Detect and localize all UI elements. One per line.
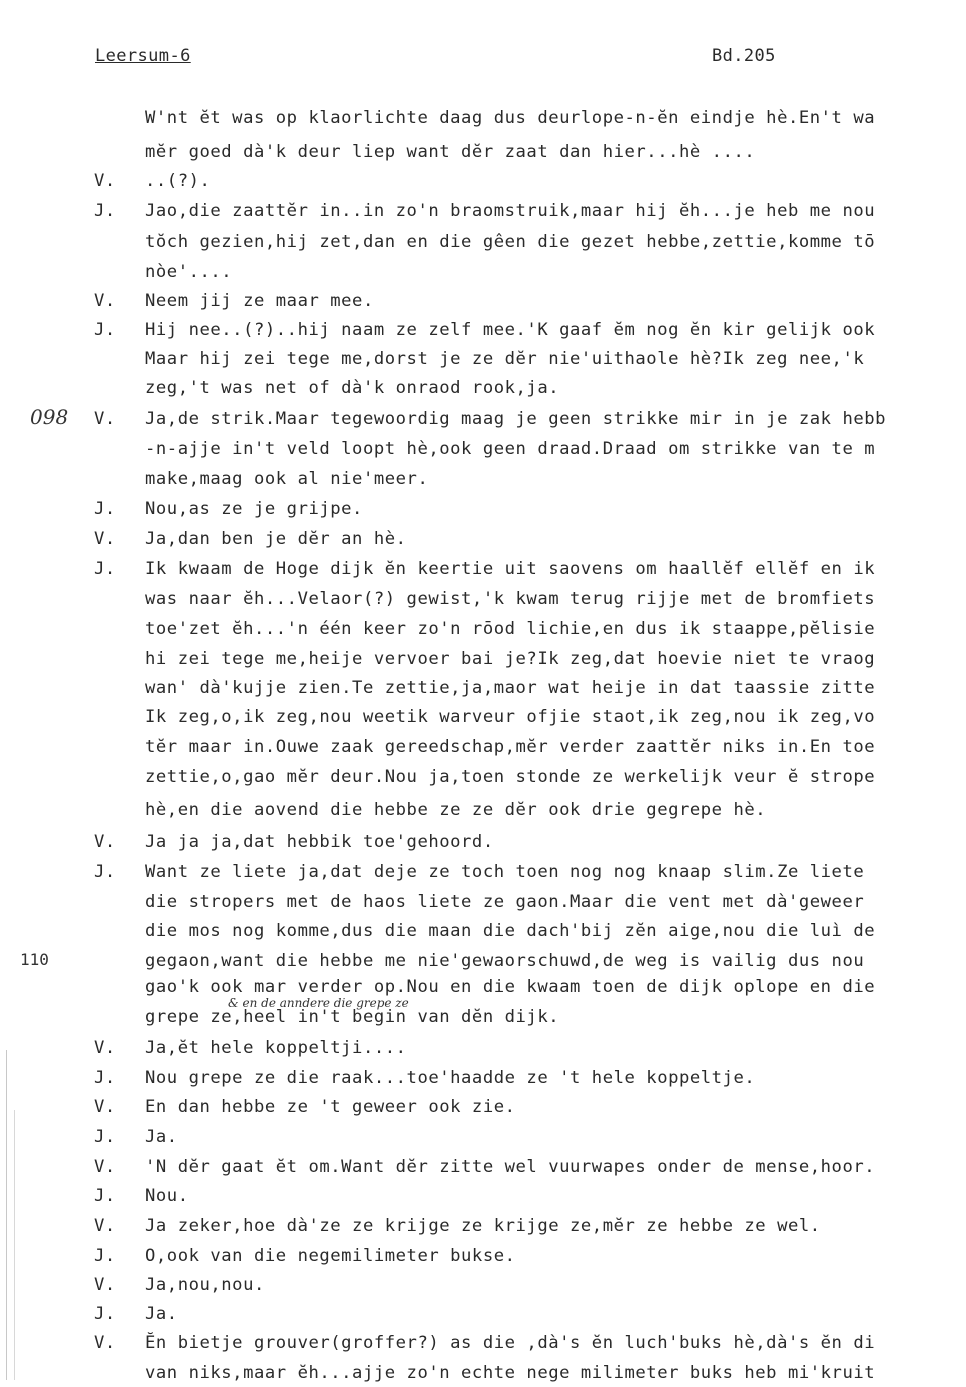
line-text: 'N dĕr gaat ĕt om.Want dĕr zitte wel vuurwapes onder de mense,hoor.	[145, 1157, 876, 1177]
line-text: W'nt ĕt was op klaorlichte daag dus deurlope-n-ĕn eindje hè.En't wa	[145, 108, 876, 128]
transcript-line	[0, 499, 966, 523]
transcript-line	[0, 862, 966, 886]
line-text: Ja.	[145, 1127, 178, 1147]
header-right-label: Bd.205	[712, 46, 776, 66]
line-text: zettie,o,gao mĕr deur.Nou ja,toen stonde ze werkelijk veur ĕ strope	[145, 767, 876, 787]
transcript-line	[0, 767, 966, 791]
transcript-line	[0, 1068, 966, 1092]
transcript-line	[0, 1097, 966, 1121]
line-text: Jao,die zaattĕr in..in zo'n braomstruik,maar hij ĕh...je heb me nou	[145, 201, 876, 221]
line-text: Hij nee..(?)..hij naam ze zelf mee.'K gaaf ĕm nog ĕn kir gelijk ook	[145, 320, 876, 340]
margin-line-number: 110	[20, 950, 49, 969]
transcript-line	[0, 800, 966, 824]
speaker-label: J.	[94, 1304, 116, 1324]
speaker-label: V.	[94, 171, 116, 191]
transcript-line	[0, 232, 966, 256]
transcript-line	[0, 559, 966, 583]
transcript-line	[0, 951, 966, 975]
speaker-label: J.	[94, 320, 116, 340]
transcript-line	[0, 108, 966, 132]
line-text: tĕr maar in.Ouwe zaak gereedschap,mĕr verder zaattĕr niks in.En toe	[145, 737, 876, 757]
speaker-label: J.	[94, 1068, 116, 1088]
line-text: toe'zet ĕh...'n één keer zo'n rōod lichie,en dus ik staappe,pĕlisie	[145, 619, 876, 639]
transcript-line	[0, 1363, 966, 1387]
line-text: die stropers met de haos liete ze gaon.Maar die vent met dà'geweer	[145, 892, 865, 912]
speaker-label: V.	[94, 1216, 116, 1236]
transcript-line	[0, 469, 966, 493]
line-text: Ja,ĕt hele koppeltji....	[145, 1038, 407, 1058]
line-text: gegaon,want die hebbe me nie'gewaorschuwd,de weg is vailig dus nou	[145, 951, 865, 971]
line-text: Neem jij ze maar mee.	[145, 291, 374, 311]
line-text: Ja zeker,hoe dà'ze ze krijge ze krijge ze,mĕr ze hebbe ze wel.	[145, 1216, 821, 1236]
line-text: ..(?).	[145, 171, 211, 191]
header-left-label: Leersum-6	[95, 46, 191, 66]
transcript-line	[0, 1304, 966, 1328]
line-text: zeg,'t was net of dà'k onraod rook,ja.	[145, 378, 560, 398]
line-text: Ik zeg,o,ik zeg,nou weetik warveur ofjie staot,ik zeg,nou ik zeg,vo	[145, 707, 876, 727]
speaker-label: V.	[94, 529, 116, 549]
transcript-line	[0, 1038, 966, 1062]
transcript-line	[0, 619, 966, 643]
line-text: Ja,dan ben je dĕr an hè.	[145, 529, 407, 549]
speaker-label: V.	[94, 1157, 116, 1177]
line-text: O,ook van die negemilimeter bukse.	[145, 1246, 516, 1266]
line-text: Ja ja ja,dat hebbik toe'gehoord.	[145, 832, 494, 852]
line-text: Nou.	[145, 1186, 189, 1206]
line-text: tŏch gezien,hij zet,dan en die gêen die gezet hebbe,zettie,komme tō	[145, 232, 876, 252]
line-text: Ja,de strik.Maar tegewoordig maag je geen strikke mir in je zak hebb	[145, 409, 887, 429]
transcript-line	[0, 589, 966, 613]
speaker-label: J.	[94, 1127, 116, 1147]
transcript-line	[0, 291, 966, 315]
transcript-line	[0, 262, 966, 286]
speaker-label: J.	[94, 559, 116, 579]
transcript-line	[0, 1333, 966, 1357]
line-text: die mos nog komme,dus die maan die dach'bij zĕn aige,nou die luì de	[145, 921, 876, 941]
margin-annotation: 098	[30, 405, 69, 429]
line-text: Ja.	[145, 1304, 178, 1324]
speaker-label: V.	[94, 409, 116, 429]
transcript-line	[0, 649, 966, 673]
line-text: Nou,as ze je grijpe.	[145, 499, 363, 519]
speaker-label: V.	[94, 1275, 116, 1295]
line-text: wan' dà'kujje zien.Te zettie,ja,maor wat heije in dat taassie zitte	[145, 678, 876, 698]
transcript-line	[0, 529, 966, 553]
transcript-line	[0, 349, 966, 373]
speaker-label: J.	[94, 862, 116, 882]
transcript-line	[0, 707, 966, 731]
transcript-line	[0, 977, 966, 1001]
line-text: Want ze liete ja,dat deje ze toch toen nog nog knaap slim.Ze liete	[145, 862, 865, 882]
line-text: Nou grepe ze die raak...toe'haadde ze 't hele koppeltje.	[145, 1068, 756, 1088]
line-text: make,maag ook al nie'meer.	[145, 469, 429, 489]
transcript-line	[0, 409, 966, 433]
line-text: gao'k ook mar verder op.Nou en die kwaam toen de dijk oplope en die	[145, 977, 876, 997]
transcript-line	[0, 142, 966, 166]
transcript-line	[0, 892, 966, 916]
transcript-line	[0, 832, 966, 856]
speaker-label: V.	[94, 1097, 116, 1117]
transcript-line	[0, 378, 966, 402]
handwritten-insertion: & en de anndere die grepe ze	[228, 996, 409, 1010]
transcript-line	[0, 1007, 966, 1031]
transcript-line	[0, 1275, 966, 1299]
transcript-line	[0, 320, 966, 344]
speaker-label: J.	[94, 499, 116, 519]
transcript-line	[0, 737, 966, 761]
speaker-label: V.	[94, 1038, 116, 1058]
line-text: van niks,maar ĕh...ajje zo'n echte nege milimeter buks heb mi'kruit	[145, 1363, 876, 1383]
transcript-line	[0, 171, 966, 195]
speaker-label: J.	[94, 201, 116, 221]
line-text: -n-ajje in't veld loopt hè,ook geen draad.Draad om strikke van te m	[145, 439, 876, 459]
line-text: hi zei tege me,heije vervoer bai je?Ik zeg,dat hoevie niet te vraog	[145, 649, 876, 669]
speaker-label: J.	[94, 1186, 116, 1206]
transcript-line	[0, 678, 966, 702]
line-text: nòe'....	[145, 262, 233, 282]
transcript-line	[0, 1246, 966, 1270]
line-text: Ĕn bietje grouver(groffer?) as die ,dà's ĕn luch'buks hè,dà's ĕn di	[145, 1333, 876, 1353]
transcript-line	[0, 1216, 966, 1240]
speaker-label: V.	[94, 832, 116, 852]
line-text: grepe ze,heel in't begin van dĕn dijk.	[145, 1007, 560, 1027]
line-text: mĕr goed dà'k deur liep want dĕr zaat dan hier...hè ....	[145, 142, 756, 162]
transcript-line	[0, 1157, 966, 1181]
transcript-line	[0, 201, 966, 225]
line-text: Ja,nou,nou.	[145, 1275, 265, 1295]
transcript-line	[0, 1127, 966, 1151]
line-text: Maar hij zei tege me,dorst je ze dĕr nie'uithaole hè?Ik zeg nee,'k	[145, 349, 865, 369]
line-text: Ik kwaam de Hoge dijk ĕn keertie uit saovens om haallĕf ellĕf en ik	[145, 559, 876, 579]
line-text: hè,en die aovend die hebbe ze ze dĕr ook drie gegrepe hè.	[145, 800, 767, 820]
speaker-label: J.	[94, 1246, 116, 1266]
line-text: En dan hebbe ze 't geweer ook zie.	[145, 1097, 516, 1117]
line-text: was naar ĕh...Velaor(?) gewist,'k kwam terug rijje met de bromfiets	[145, 589, 876, 609]
speaker-label: V.	[94, 1333, 116, 1353]
transcript-line	[0, 1186, 966, 1210]
transcript-line	[0, 921, 966, 945]
transcript-line	[0, 439, 966, 463]
speaker-label: V.	[94, 291, 116, 311]
